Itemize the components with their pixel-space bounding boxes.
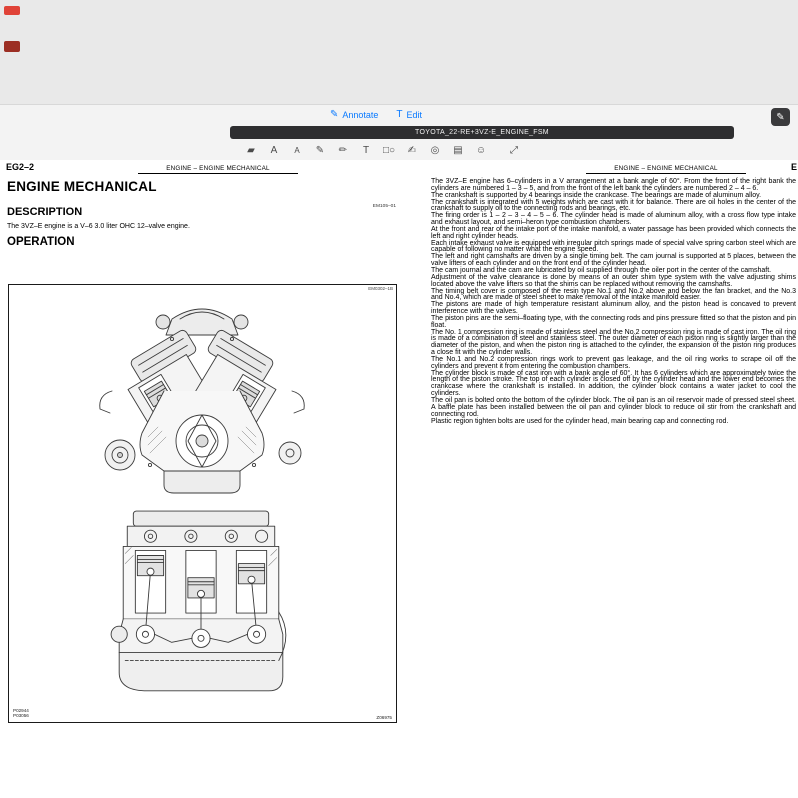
engine-side-view-figure — [105, 507, 297, 707]
text-edit-icon: T — [396, 109, 403, 120]
text-tool-icon[interactable]: T — [362, 145, 370, 156]
page-number: EG2–2 — [6, 162, 35, 172]
paragraph: The left and right camshafts are driven by a single timing belt. The cam journal is supported at 5 places, between the valve lifters of each cylinder and on the front end of the cylinder head. — [431, 253, 796, 268]
recording-badge — [4, 41, 20, 52]
paragraph: The 3VZ–E engine has 6–cylinders in a V arrangement at a bank angle of 60°. From the front of the right bank the cylinders are numbered 1 – 3 – 5, and from the front of the left bank the cylinders are numbered 2 – 4 – 6. — [431, 178, 796, 192]
engine-front-view-figure — [67, 295, 337, 501]
markup-toggle-button[interactable] — [771, 108, 790, 126]
font-icon[interactable]: A — [294, 146, 300, 155]
paragraph: The piston pins are the semi–floating type, with the connecting rods and pins pressure fitted so that the piston and pin float. — [431, 314, 796, 329]
left-page-header: ENGINE – ENGINE MECHANICAL — [138, 165, 298, 174]
figure-photo-codes — [13, 708, 29, 719]
highlighter-icon[interactable]: ▰ — [247, 145, 255, 156]
paragraph: The cam journal and the cam are lubricated by oil supplied through the oiler port in the center of the camshaft. — [431, 266, 772, 274]
markup-pencil-icon: ✎ — [776, 111, 785, 123]
figure-photo-code-1: P02944 — [13, 707, 29, 713]
engine-front-cross-section — [67, 295, 337, 506]
note-icon[interactable]: ▤ — [453, 145, 463, 156]
engine-side-cross-section — [105, 507, 297, 712]
description-text: The 3VZ–E engine is a V–6 3.0 liter OHC 12–valve engine. — [7, 223, 190, 230]
section-title: ENGINE MECHANICAL — [7, 179, 157, 194]
annotate-button[interactable] — [330, 109, 378, 120]
signature-icon[interactable]: ✍ — [407, 145, 417, 156]
tools-row — [244, 143, 521, 158]
figure-code: EM0302–1B — [368, 286, 393, 291]
pencil-icon: ✎ — [330, 109, 339, 120]
annotate-label: Annotate — [342, 109, 379, 120]
profile-icon[interactable]: ☺ — [475, 145, 487, 156]
paragraph: The crankshaft is integrated with 5 weights which are cast with it for balance. There are oil holes in the center of the crankshaft to supply oil to the connecting rods and bearings, etc. — [431, 198, 796, 213]
paragraph: The No. 1 compression ring is made of stainless steel and the No.2 compression ring is made of cast iron. The oil ring is made of a combination of steel and stainless steel. The outer diameter of each piston ring is slightly larger than the diameter of the piston, and when the piston ring is attached to the cylinder, the expansion of the piston ring produces a close fit with the cylinder walls. — [431, 328, 796, 357]
paragraph: The cylinder block is made of cast iron with a bank angle of 60°. It has 6 cylinders which are approximately twice the length of the piston stroke. The top of each cylinder is closed off by the cylinder head and the lower end becomes the crankcase where the crankshaft is installed. In addition, the cylinder block contains a water jacket to cool the cylinders. — [431, 369, 796, 398]
paragraph: The pistons are made of high temperature resistant aluminum alloy, and the piston head is concaved to prevent interference with the valves. — [431, 301, 796, 316]
markup-toolbar — [0, 104, 798, 162]
engine-figure-box — [8, 284, 397, 723]
draw-icon[interactable]: ✏ — [338, 145, 348, 156]
annotate-row — [330, 109, 422, 120]
document-title-bar — [230, 126, 734, 139]
paragraph: The crankshaft is supported by 4 bearings inside the crankcase. The bearings are made of aluminum alloy. — [431, 191, 762, 199]
paragraph: The oil pan is bolted onto the bottom of the cylinder block. The oil pan is an oil reservoir made of pressed steel sheet. A baffle plate has been installed between the oil pan and cylinder block to reduce oil stir from the crankshaft and connecting rod. — [431, 397, 796, 418]
loupe-icon[interactable]: ◎ — [430, 145, 440, 156]
next-page-edge-letter: E — [790, 162, 797, 172]
paragraph: The firing order is 1 – 2 – 3 – 4 – 5 – 6. The cylinder head is made of aluminum alloy, with a cross flow type intake and exhaust layout, and semi–heron type combustion chambers. — [431, 212, 796, 227]
filename-label: TOYOTA_22-RE+3VZ-E_ENGINE_FSM — [415, 129, 549, 136]
sketch-icon[interactable]: ✎ — [315, 145, 325, 156]
pdf-page-view — [0, 160, 798, 798]
shapes-icon[interactable]: □○ — [382, 145, 396, 156]
paragraph: At the front and rear of the intake port of the intake manifold, a water passage has been provided which connects the left and right cylinder heads. — [431, 225, 796, 240]
operation-body-text — [431, 179, 796, 425]
section-code: EM105–01 — [372, 204, 396, 209]
paragraph: Each intake exhaust valve is equipped with irregular pitch springs made of special valve spring carbon steel which are capable of following no matter what the engine speed. — [431, 239, 796, 254]
expand-icon[interactable]: ⤢ — [510, 145, 518, 156]
figure-plate-code: Z06975 — [376, 715, 392, 720]
paragraph: The No.1 and No.2 compression rings work to prevent gas leakage, and the oil ring works to scrape oil off the cylinders and prevent it from entering the combustion chambers. — [431, 355, 796, 370]
operation-heading: OPERATION — [7, 236, 75, 248]
paragraph: Plastic region tighten bolts are used for the cylinder head, main bearing cap and connecting rod. — [431, 417, 729, 425]
notification-badge — [4, 6, 20, 15]
edit-label: Edit — [406, 109, 423, 120]
description-heading: DESCRIPTION — [7, 206, 83, 218]
text-style-icon[interactable]: A — [270, 145, 278, 156]
paragraph: The timing belt cover is composed of the resin type No.1 and No.2 above and below the fan bracket, and the No.3 and No.4, which are made of steel sheet to make removal of the intake manifold easier. — [431, 287, 796, 302]
edit-button[interactable] — [396, 109, 422, 120]
paragraph: Adjustment of the valve clearance is done by means of an outer shim type system with the valve adjusting shims located above the valve lifters so that the shims can be replaced without removing the camshafts. — [431, 273, 796, 288]
figure-photo-code-2: P03056 — [13, 713, 29, 719]
right-page-header: ENGINE – ENGINE MECHANICAL — [586, 165, 746, 174]
